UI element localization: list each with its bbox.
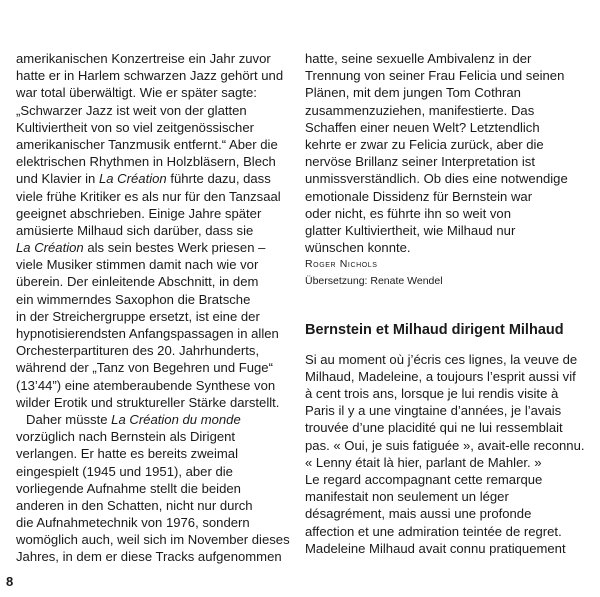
text-line: in der Streichergruppe ersetzt, ist eine der (16, 308, 260, 324)
text-line: überein. Der einleitende Abschnitt, in dem (16, 274, 259, 290)
text-line: amerikanischen Konzertreise ein Jahr zuvor (16, 51, 271, 66)
text-line: Madeleine Milhaud avait connu pratiquement (305, 540, 566, 556)
text-line: eingespielt (1945 und 1951), aber die (16, 463, 233, 479)
text-line: kehrte er zwar zu Felicia zurück, aber die (305, 136, 544, 152)
author-signature: Roger Nichols (305, 258, 378, 271)
text-line: Milhaud, Madeleine, a toujours l’esprit aussi vif (305, 368, 576, 384)
text-line: Jahres, in dem er diese Tracks aufgenommen (16, 549, 282, 565)
text-line: « Lenny était là hier, parlant de Mahler. » (305, 454, 542, 470)
text-line: vorliegende Aufnahme stellt die beiden (16, 480, 241, 496)
text-line: Orchesterpartituren des 20. Jahrhunderts, (16, 343, 260, 359)
page-number: 8 (6, 574, 14, 589)
text-line: oder nicht, es führte ihn so weit von (305, 205, 511, 221)
text-line: ein wimmerndes Saxophon die Bratsche (16, 291, 251, 307)
text-line: die Aufnahmetechnik von 1976, sondern (16, 515, 250, 531)
text-line: und Klavier in La Création führte dazu, dass (16, 171, 271, 187)
text-line: emotionale Dissidenz für Bernstein war (305, 188, 533, 204)
text-line: geeignet abschrieben. Einige Jahre später (16, 205, 262, 221)
text-line: Kultiviertheit von so viel zeitgenössischer (16, 119, 254, 135)
text-line: glatter Kultiviertheit, wie Milhaud nur (305, 222, 516, 238)
text-line: nervöse Brillanz seiner Interpretation ist (305, 154, 535, 170)
left-column (16, 50, 293, 566)
text-line: désagrément, mais aussi une profonde (305, 506, 532, 522)
text-line: war total überwältigt. Wie er später sagte: (16, 85, 257, 101)
text-line: Paris il y a une vingtaine d’années, je l’avais (305, 403, 562, 419)
text-line: pas. « Oui, je suis fatiguée », avait-elle reconnu. (305, 437, 585, 453)
text-line: Daher müsste La Création du monde (26, 411, 241, 427)
text-line: zusammenzuziehen, manifestierte. Das (305, 102, 535, 118)
text-line: wilder Erotik und struktureller Stärke darstellt. (16, 394, 280, 410)
text-line: à cent trois ans, lorsque je lui rendis visite à (305, 386, 559, 401)
section-heading: Bernstein et Milhaud dirigent Milhaud (305, 321, 564, 338)
text-line: unmissverständlich. Ob dies eine notwendige (305, 171, 568, 187)
right-column (305, 50, 585, 557)
text-line: Trennung von seiner Frau Felicia und seinen (305, 68, 565, 84)
text-line: hypnotisierendsten Anfangspassagen in allen (16, 326, 279, 341)
text-line: wünschen konnte. (305, 240, 411, 256)
text-line: anderen in den Schatten, nicht nur durch (16, 497, 253, 513)
text-line: amerikanischer Tanzmusik entfernt.“ Aber die (16, 136, 278, 152)
text-line: trouvée d’une placidité qui ne lui ressemblait (305, 420, 563, 436)
text-line: Si au moment où j’écris ces lignes, la veuve de (305, 351, 578, 367)
text-line: Plänen, mit dem jungen Tom Cothran (305, 85, 521, 101)
text-line: hatte er in Harlem schwarzen Jazz gehört und (16, 68, 284, 84)
text-line: „Schwarzer Jazz ist weit von der glatten (16, 102, 247, 118)
text-line: verlangen. Er hatte es bereits zweimal (16, 446, 238, 462)
text-line: hatte, seine sexuelle Ambivalenz in der (305, 51, 532, 66)
text-line: (13’44”) eine atemberaubende Synthese von (16, 377, 276, 393)
text-line: Le regard accompagnant cette remarque (305, 471, 543, 487)
text-line: viele frühe Kritiker es als nur für den Tanzsaal (16, 188, 281, 204)
text-line: Schaffen einer neuen Welt? Letztendlich (305, 119, 540, 135)
text-line: La Création als sein bestes Werk priesen – (16, 240, 266, 256)
text-line: amüsierte Milhaud sich darüber, dass sie (16, 222, 254, 238)
text-line: während der „Tanz von Begehren und Fuge“ (16, 360, 273, 376)
translation-credit: Übersetzung: Renate Wendel (305, 275, 443, 288)
text-line: elektrischen Rhythmen in Holzbläsern, Blech (16, 154, 276, 170)
text-line: womöglich auch, weil sich im November dieses (16, 532, 290, 548)
text-line: vorzüglich nach Bernstein als Dirigent (16, 429, 236, 445)
text-line: viele Musiker stimmen damit nach wie vor (16, 257, 259, 273)
text-line: manifestait non seulement un léger (305, 489, 509, 505)
text-line: affection et une admiration teintée de regret. (305, 523, 562, 539)
